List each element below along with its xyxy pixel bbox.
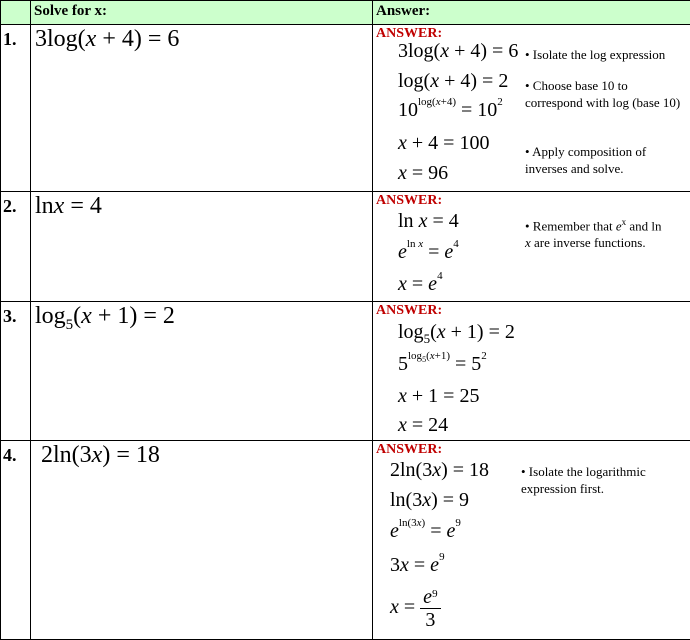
answer-cell bbox=[373, 302, 690, 441]
problem-row-4 bbox=[1, 441, 690, 640]
solution-step: $10^{log(x+4)} = 10^2$ bbox=[398, 96, 503, 121]
solution-step: $3x = e^9$ bbox=[390, 551, 445, 576]
solution-step: $e^{ln(3x)} = e^9$ bbox=[390, 517, 461, 542]
problem-row-2 bbox=[1, 192, 690, 302]
solution-step: 2ln(3x) = 18 bbox=[390, 459, 490, 481]
hint-note: • Apply composition of inverses and solve. bbox=[525, 144, 647, 176]
problem-number: 1. bbox=[1, 25, 31, 192]
problem-row-3 bbox=[1, 302, 690, 441]
problem-row-1 bbox=[1, 25, 690, 192]
answer-cell bbox=[373, 192, 690, 302]
problem-number: 3. bbox=[1, 302, 31, 441]
header-problem-label: Solve for x: bbox=[34, 3, 108, 19]
answer-label: ANSWER: bbox=[376, 26, 443, 41]
solution-step: log(x + 4) = 2 bbox=[398, 70, 509, 92]
header-answer-label: Answer: bbox=[376, 3, 431, 19]
hint-note: • Remember that $e^x$ and ln x are inverse functions. bbox=[525, 217, 662, 251]
hint-note: • Isolate the log expression bbox=[525, 47, 666, 62]
problem-equation: 3log(x + 4) = 6 bbox=[31, 25, 373, 192]
solution-step: ln(3x) = 9 bbox=[390, 489, 470, 511]
solution-step: $e^{ln x} = e^4$ bbox=[398, 238, 459, 263]
solution-step: x + 4 = 100 bbox=[398, 132, 490, 154]
answer-label: ANSWER: bbox=[376, 193, 443, 208]
header-problem-cell bbox=[31, 1, 373, 25]
header-row bbox=[1, 1, 690, 25]
hint-note: • Isolate the logarithmic expression first. bbox=[521, 464, 646, 496]
header-answer-cell bbox=[373, 1, 690, 25]
solution-step: ln x = 4 bbox=[398, 210, 459, 232]
answer-cell bbox=[373, 441, 690, 640]
solution-step: 3log(x + 4) = 6 bbox=[398, 40, 519, 62]
problem-equation: lnx = 4 bbox=[31, 192, 373, 302]
problem-equation: 2ln(3x) = 18 bbox=[31, 441, 373, 640]
header-number-cell bbox=[1, 1, 31, 25]
solution-step: x = 96 bbox=[398, 162, 449, 184]
solution-step: x = $\frac{e^9}{3}$ bbox=[390, 586, 441, 631]
answer-label: ANSWER: bbox=[376, 442, 443, 457]
fraction: $\frac{e^9}{3}$ bbox=[420, 586, 440, 631]
solution-step: x = 24 bbox=[398, 414, 449, 436]
answer-cell bbox=[373, 25, 690, 192]
problem-equation: $\log_5(x + 1) = 2$ bbox=[31, 302, 373, 441]
solution-step: $x = e^4$ bbox=[398, 270, 443, 295]
solution-step: x + 1 = 25 bbox=[398, 385, 480, 407]
hint-note: • Choose base 10 to correspond with log (base 10) bbox=[525, 78, 681, 110]
solution-step: $5^{log_5(x+1)} = 5^2$ bbox=[398, 350, 487, 375]
problem-number: 2. bbox=[1, 192, 31, 302]
answer-label: ANSWER: bbox=[376, 303, 443, 318]
problem-number: 4. bbox=[1, 441, 31, 640]
solution-step: $\log_5(x + 1) = 2$ bbox=[398, 321, 515, 346]
